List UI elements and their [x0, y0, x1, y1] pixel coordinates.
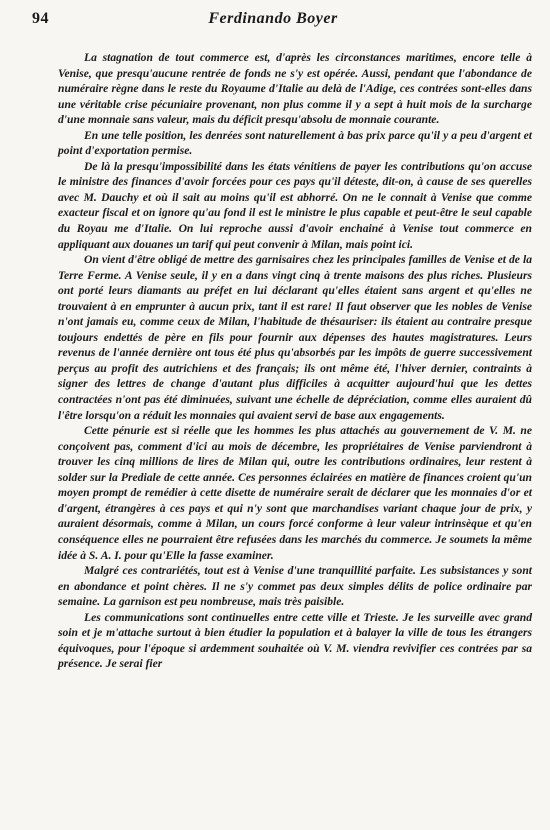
paragraph: On vient d'être obligé de mettre des garnisaires chez les principales familles de Venise et de la Terre Ferme. A Venise seule, il y en a dans vingt cinq à trente maisons des plus riches. Plusieurs ont porté leurs diamants au préfet en lui déclarant qu'elles étaient sans argent et qu'elles ne trouvaient à en emprunter à aucun prix, tant il est rare! Il faut observer que les nobles de Venise n'ont jamais eu, comme ceux de Milan, l'habitude de thésauriser: ils étaient au contraire presque toujours endettés de père en fils pour fournir aux dépenses des hautes magistratures. Leurs revenus de l'année dernière ont tous été plus qu'absorbés par les impôts de guerre successivement perçus au profit des autrichiens et des français; ils ont même été, l'hiver dernier, contraints à signer des lettres de change d'autant plus difficiles à acquitter aujourd'hui que les dettes contractées n'ont pas été diminuées, suivant une échelle de dépréciation, comme elles auraient dû l'être lorsqu'on a réduit les monnaies qui avaient servi de base aux engagements.	[58, 253, 532, 422]
paragraph: Les communications sont continuelles entre cette ville et Trieste. Je les surveille avec grand soin et je m'attache surtout à bien étudier la population et à balayer la ville de tous les étrangers équivoques, pour l'époque si ardemment souhaitée où V. M. viendra revivifier ces contrées par sa présence. Je serai fier	[58, 610, 532, 671]
paragraph: De là la presqu'impossibilité dans les états vénitiens de payer les contributions qu'on accuse le ministre des finances d'avoir forcées pour ces pays qu'il déteste, dit-on, à cause de ses querelles avec M. Dauchy et où il sait au moins qu'il est abhorré. On ne le connait à Venise que comme exacteur fiscal et on ignore qu'au fond il est le ministre le plus capable et peut-être le seul capable du Royau me d'Italie. On lui reproche aussi d'avoir enchainé à Venise tout commerce en appliquant aux douanes un tarif qui peut convenir à Milan, mais point ici.	[58, 159, 532, 251]
body-text	[58, 50, 532, 672]
page-header	[32, 10, 514, 30]
running-title: Ferdinando Boyer	[208, 10, 338, 27]
page-number: 94	[32, 10, 49, 27]
paragraph: Cette pénurie est si réelle que les hommes les plus attachés au gouvernement de V. M. ne conçoivent pas, comment d'ici au mois de décembre, les propriétaires de Venise parviendront à trouver les cinq millions de lires de Milan qui, outre les contributions ordinaires, leur restent à solder sur la Prediale de cette année. Ces personnes éclairées en matière de finances croient qu'un moyen prompt de remédier à cette disette de numéraire serait de déclarer que les monnaies d'or et d'argent, étrangères à ces pays et qui n'y sont que marchandises variant chaque jour de prix, y auraient désormais, comme à Milan, un cours forcé conforme à leur valeur intrinsèque et qu'en conséquence elles ne pourraient être refusées dans les marchés du commerce. Je soumets la même idée à S. A. I. pour qu'Elle la fasse examiner.	[58, 424, 532, 562]
paragraph: En une telle position, les denrées sont naturellement à bas prix parce qu'il y a peu d'argent et point d'exportation permise.	[58, 128, 532, 158]
paragraph: La stagnation de tout commerce est, d'après les circonstances maritimes, encore telle à Venise, que presqu'aucune rentrée de fonds ne s'y est opérée. Aussi, pendant que l'abondance de numéraire règne dans le reste du Royaume d'Italie au delà de l'Adige, ces contrées sont-elles dans une véritable crise pécuniaire provenant, non plus comme il y a sept à huit mois de la surcharge d'une monnaie sans valeur, mais du déficit presqu'absolu de monnaie courante.	[58, 51, 532, 127]
paragraph: Malgré ces contrariétés, tout est à Venise d'une tranquillité parfaite. Les subsistances y sont en abondance et point chères. Il ne s'y commet pas deux simples délits de police ordinaire par semaine. La garnison est peu nombreuse, mais très paisible.	[58, 564, 532, 609]
